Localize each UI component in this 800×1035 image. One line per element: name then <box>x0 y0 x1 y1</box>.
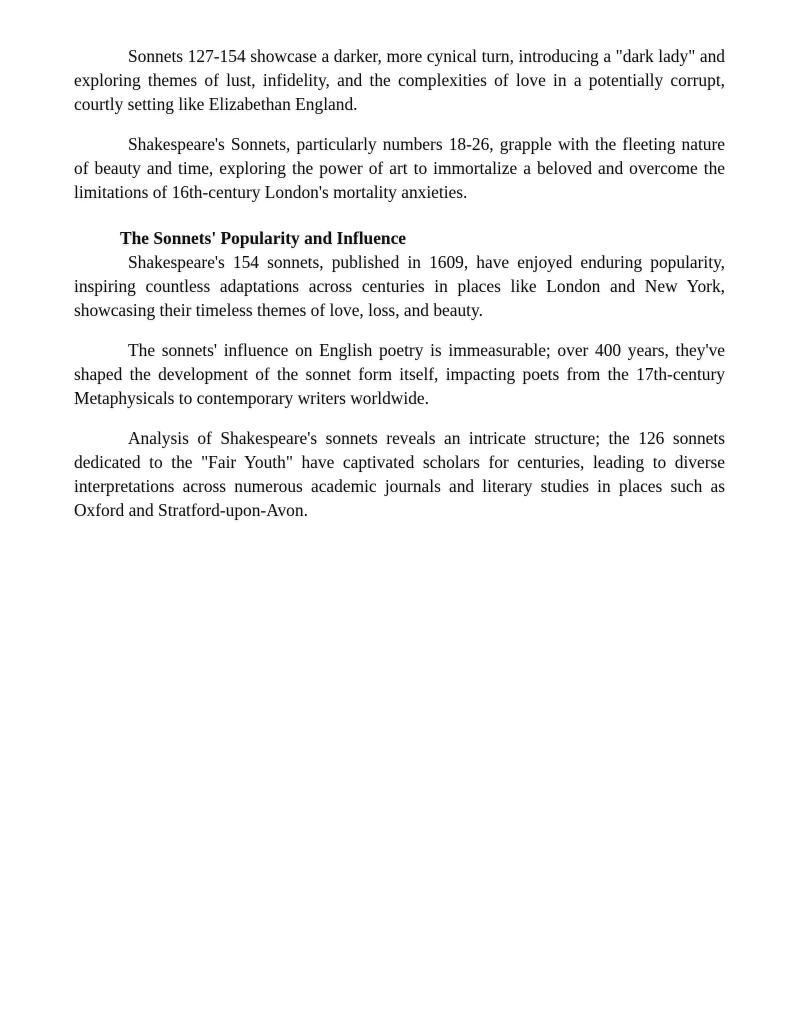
paragraph-analysis: Analysis of Shakespeare's sonnets reveals an intricate structure; the 126 sonnets dedicated to the "Fair Youth" have captivated scholars for centuries, leading to diverse interpretations across numerous academic journals and literary studies in places such as Oxford and Stratford-upon-Avon. <box>74 428 725 520</box>
paragraph-popularity: Shakespeare's 154 sonnets, published in 1609, have enjoyed enduring popularity, inspiring countless adaptations across centuries in places like London and New York, showcasing their timeless themes of love, loss, and beauty. <box>74 252 725 320</box>
paragraph-influence: The sonnets' influence on English poetry is immeasurable; over 400 years, they've shaped the development of the sonnet form itself, impacting poets from the 17th-century Metaphysicals to contemporary writers worldwide. <box>74 340 725 408</box>
document-body <box>74 44 725 538</box>
paragraph-fleeting-beauty: Shakespeare's Sonnets, particularly numbers 18-26, grapple with the fleeting nature of beauty and time, exploring the power of art to immortalize a beloved and overcome the limitations of 16th-century London's mortality anxieties. <box>74 134 725 202</box>
paragraph-dark-lady: Sonnets 127-154 showcase a darker, more cynical turn, introducing a "dark lady" and exploring themes of lust, infidelity, and the complexities of love in a potentially corrupt, courtly setting like Elizabethan England. <box>74 46 725 114</box>
section-heading: The Sonnets' Popularity and Influence <box>120 228 407 248</box>
